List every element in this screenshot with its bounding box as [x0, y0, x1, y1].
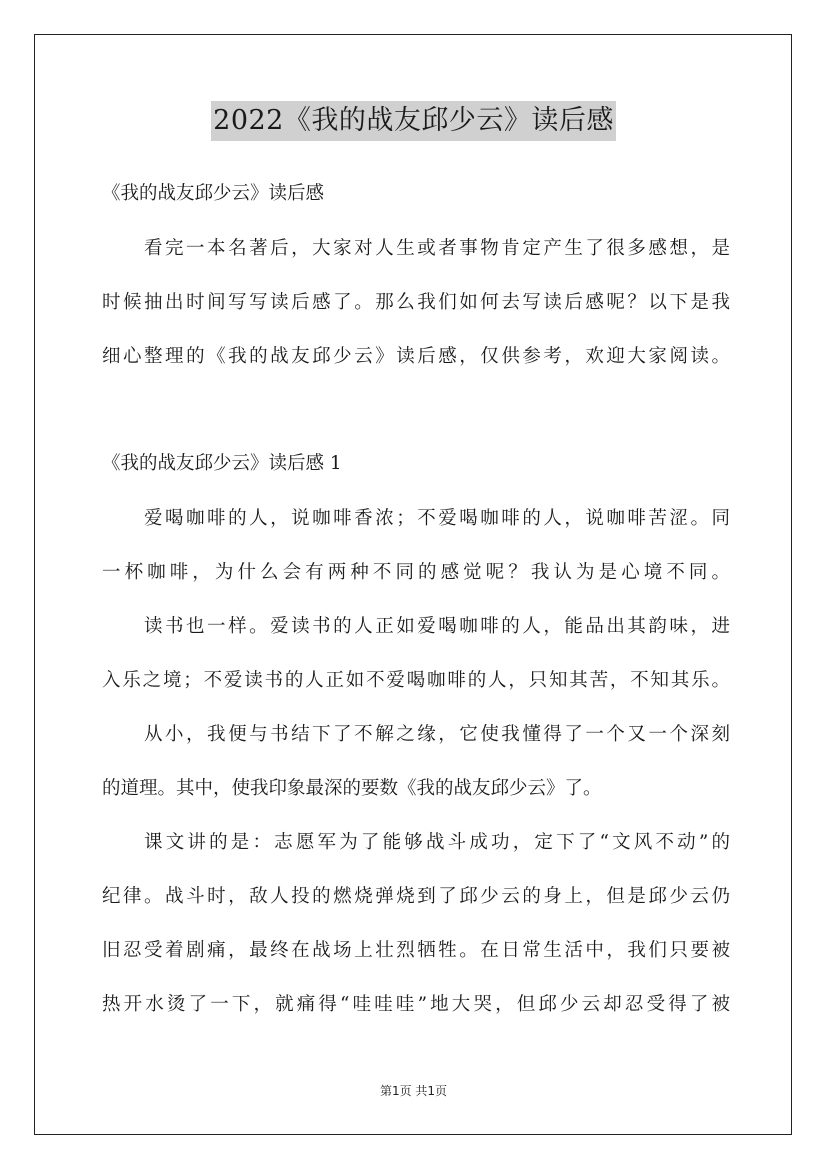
paragraph-line: 一杯咖啡，为什么会有两种不同的感觉呢？我认为是心境不同。 — [102, 562, 730, 583]
paragraph-line: 的道理。其中，使我印象最深的要数《我的战友邱少云》了。 — [102, 778, 602, 799]
document-title: 2022《我的战友邱少云》读后感 — [211, 101, 616, 141]
subtitle: 《我的战友邱少云》读后感 — [102, 183, 325, 204]
intro-line: 时候抽出时间写写读后感了。那么我们如何去写读后感呢？以下是我 — [102, 292, 730, 313]
intro-line: 细心整理的《我的战友邱少云》读后感，仅供参考，欢迎大家阅读。 — [102, 346, 730, 367]
paragraph-line: 从小，我便与书结下了不解之缘，它使我懂得了一个又一个深刻 — [144, 724, 730, 745]
title-container — [0, 101, 827, 141]
paragraph-line: 纪律。战斗时，敌人投的燃烧弹烧到了邱少云的身上，但是邱少云仍 — [102, 886, 730, 907]
section-heading: 《我的战友邱少云》读后感 1 — [102, 453, 342, 474]
page-number-footer: 第1页 共1页 — [379, 1084, 448, 1098]
intro-line: 看完一本名著后，大家对人生或者事物肯定产生了很多感想，是 — [144, 238, 730, 259]
paragraph-line: 读书也一样。爱读书的人正如爱喝咖啡的人，能品出其韵味，进 — [144, 616, 730, 637]
paragraph-line: 热开水烫了一下，就痛得“哇哇哇”地大哭，但邱少云却忍受得了被 — [102, 994, 730, 1015]
paragraph-line: 课文讲的是：志愿军为了能够战斗成功，定下了“文风不动”的 — [144, 832, 730, 853]
paragraph-line: 爱喝咖啡的人，说咖啡香浓；不爱喝咖啡的人，说咖啡苦涩。同 — [144, 508, 730, 529]
paragraph-line: 入乐之境；不爱读书的人正如不爱喝咖啡的人，只知其苦，不知其乐。 — [102, 670, 730, 691]
paragraph-line: 旧忍受着剧痛，最终在战场上壮烈牺牲。在日常生活中，我们只要被 — [102, 940, 730, 961]
